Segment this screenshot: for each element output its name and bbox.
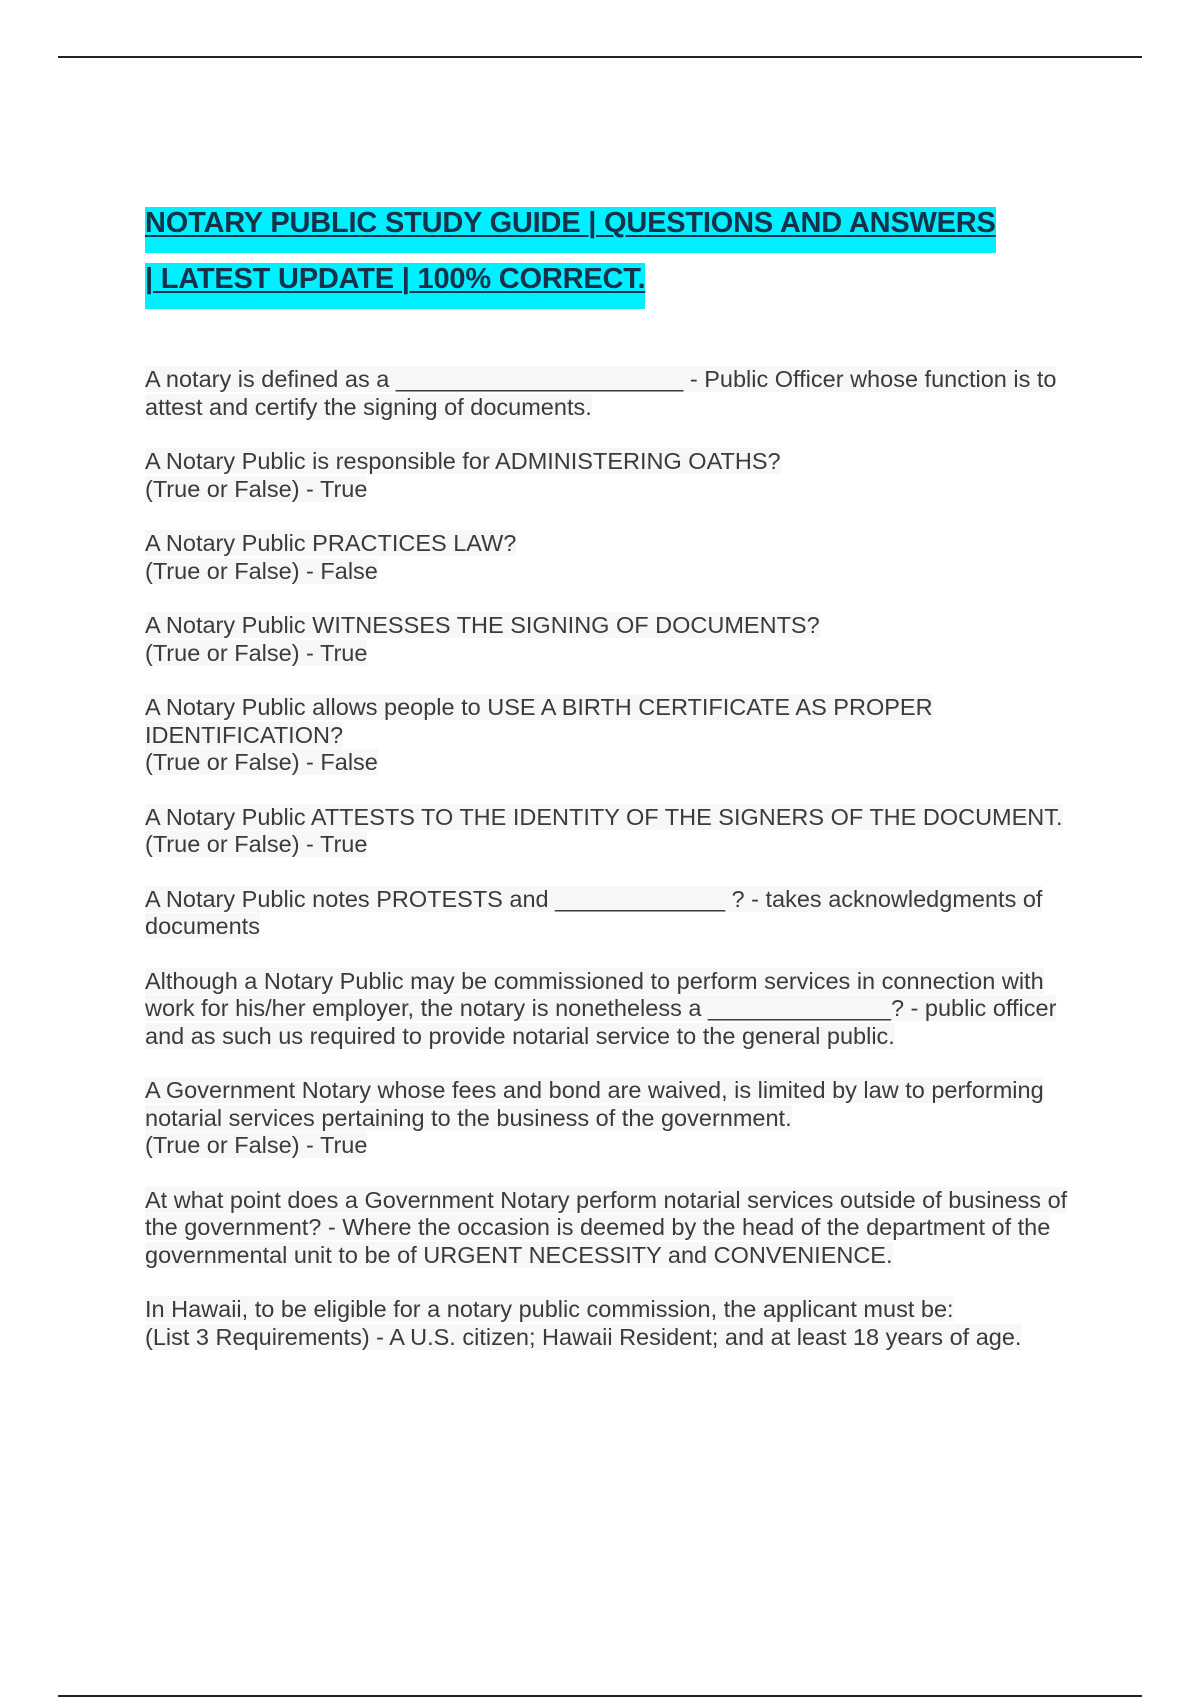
qa-item bbox=[145, 694, 1085, 777]
qa-list bbox=[145, 366, 1085, 1378]
qa-text: A Notary Public PRACTICES LAW? (True or False) - False bbox=[145, 530, 517, 584]
footer-rule bbox=[58, 1695, 1142, 1697]
qa-item bbox=[145, 1187, 1085, 1270]
document-title bbox=[145, 195, 1095, 307]
title-line-2: | LATEST UPDATE | 100% CORRECT. bbox=[145, 263, 645, 309]
qa-item bbox=[145, 1077, 1085, 1160]
qa-item bbox=[145, 366, 1085, 421]
qa-text: A Notary Public notes PROTESTS and _____________ ? - takes acknowledgments of documents bbox=[145, 885, 1043, 939]
qa-text: At what point does a Government Notary perform notarial services outside of business of the government? - Where the occasion is deemed by the head of the department of the governmental unit to be of URGENT NECESSITY and CONVENIENCE. bbox=[145, 1186, 1068, 1268]
header-rule bbox=[58, 56, 1142, 58]
qa-item bbox=[145, 530, 1085, 585]
qa-item bbox=[145, 804, 1085, 859]
title-line-1: NOTARY PUBLIC STUDY GUIDE | QUESTIONS AND ANSWERS bbox=[145, 207, 996, 253]
qa-text: A Notary Public WITNESSES THE SIGNING OF DOCUMENTS? (True or False) - True bbox=[145, 612, 820, 666]
qa-item bbox=[145, 448, 1085, 503]
qa-text: A Government Notary whose fees and bond are waived, is limited by law to performing notarial services pertaining to the business of the government. (True or False) - True bbox=[145, 1077, 1044, 1158]
qa-text: In Hawaii, to be eligible for a notary public commission, the applicant must be: (List 3 Requirements) - A U.S. citizen; Hawaii Resident; and at least 18 years of age. bbox=[145, 1296, 1022, 1350]
qa-text: A Notary Public ATTESTS TO THE IDENTITY OF THE SIGNERS OF THE DOCUMENT. (True or False) - True bbox=[145, 803, 1063, 857]
qa-text: Although a Notary Public may be commissioned to perform services in connection with work for his/her employer, the notary is nonetheless a ______________? - public officer and as such us required to provide notarial service to the general public. bbox=[145, 967, 1057, 1049]
qa-item bbox=[145, 612, 1085, 667]
qa-item bbox=[145, 1296, 1085, 1351]
qa-text: A Notary Public allows people to USE A BIRTH CERTIFICATE AS PROPER IDENTIFICATION? (True or False) - False bbox=[145, 694, 933, 775]
qa-text: A Notary Public is responsible for ADMINISTERING OATHS? (True or False) - True bbox=[145, 448, 781, 502]
qa-item bbox=[145, 968, 1085, 1051]
qa-text: A notary is defined as a ______________________ - Public Officer whose function is to attest and certify the signing of documents. bbox=[145, 366, 1057, 420]
qa-item bbox=[145, 886, 1085, 941]
